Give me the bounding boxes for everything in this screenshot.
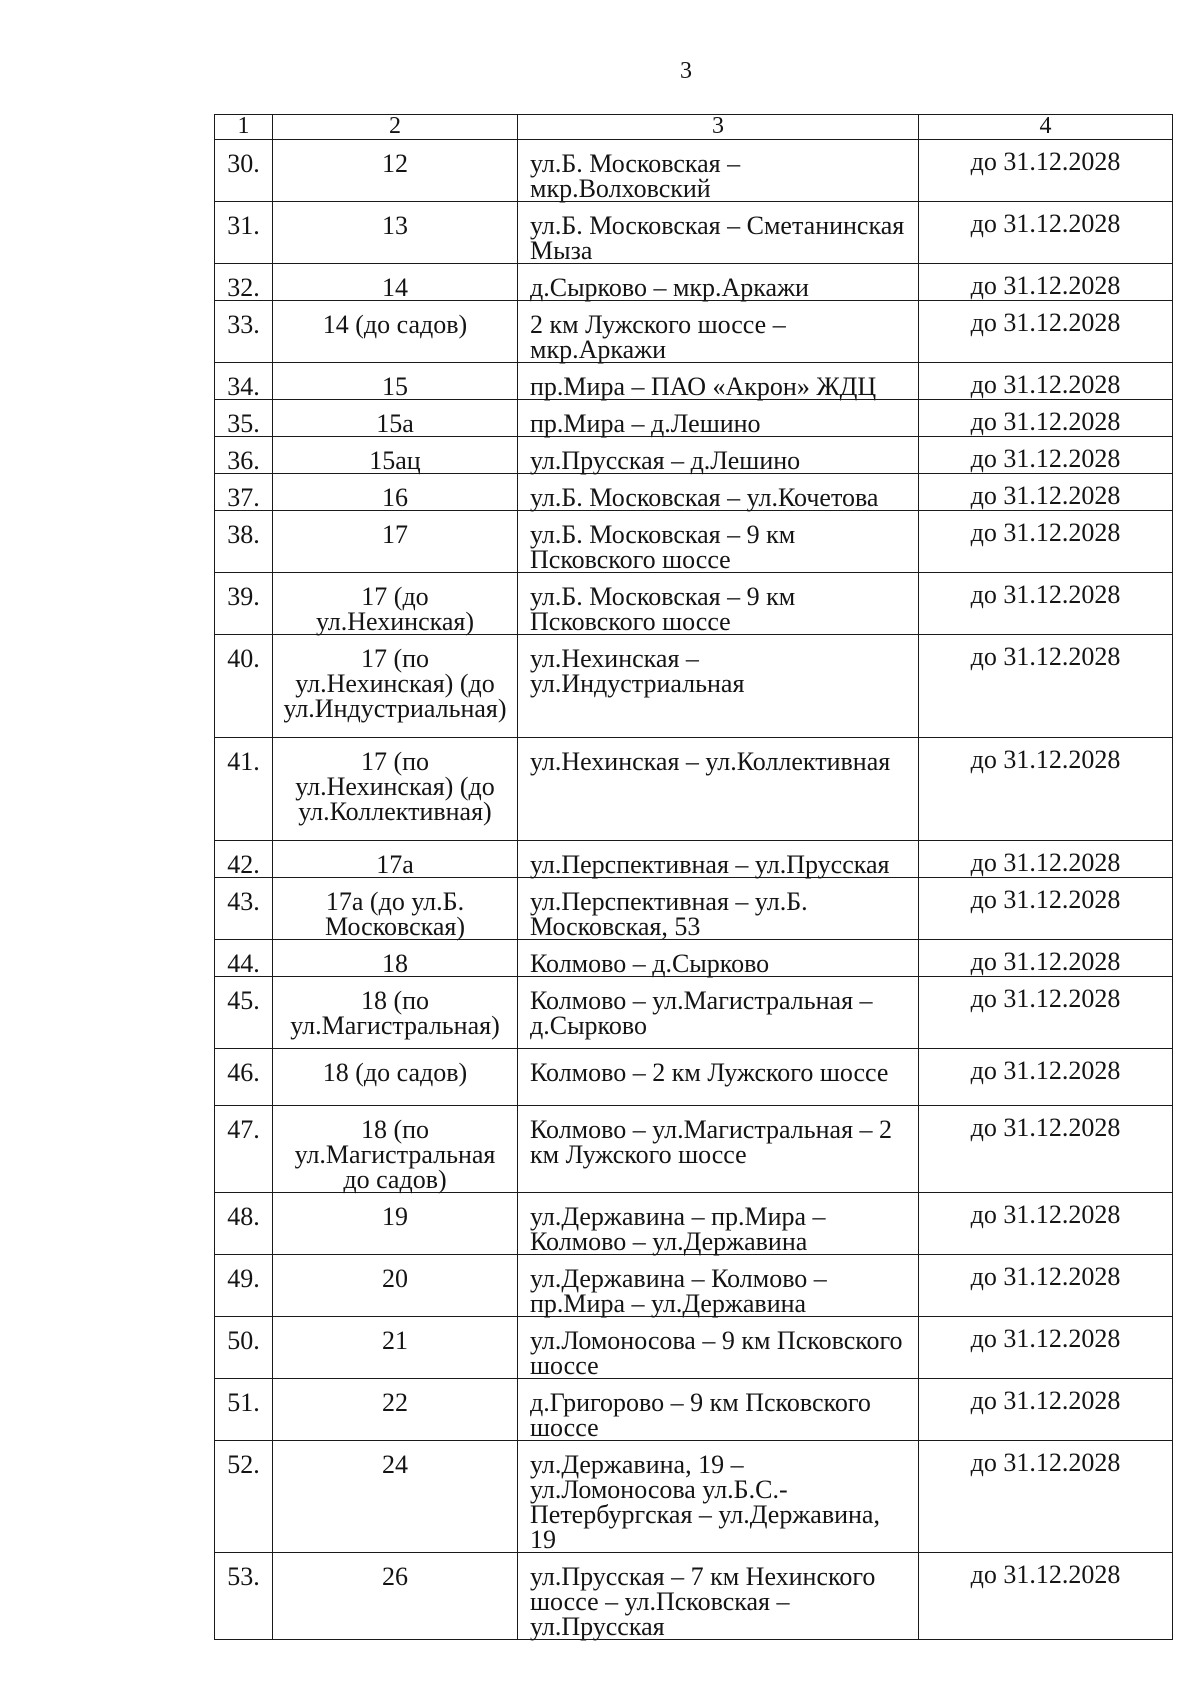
row-number-cell: 37. — [215, 474, 273, 511]
route-path-cell: ул.Державина, 19 – ул.Ломоносова ул.Б.С.-Петербургская – ул.Державина, 19 — [518, 1441, 919, 1553]
route-path-cell: ул.Б. Московская – мкр.Волховский — [518, 140, 919, 202]
row-number-cell: 51. — [215, 1379, 273, 1441]
column-header: 1 — [215, 115, 273, 140]
table-row — [215, 738, 1173, 841]
row-number-cell: 42. — [215, 841, 273, 878]
validity-term-cell: до 31.12.2028 — [919, 738, 1173, 841]
route-path-cell: ул.Нехинская – ул.Индустриальная — [518, 635, 919, 738]
row-number-cell: 32. — [215, 264, 273, 301]
row-number-cell: 41. — [215, 738, 273, 841]
validity-term-cell: до 31.12.2028 — [919, 878, 1173, 940]
table-row — [215, 264, 1173, 301]
route-path-cell: ул.Прусская – д.Лешино — [518, 437, 919, 474]
table-row — [215, 511, 1173, 573]
route-number-cell: 17а — [273, 841, 518, 878]
route-path-cell: ул.Державина – пр.Мира –Колмово – ул.Державина — [518, 1193, 919, 1255]
validity-term-cell: до 31.12.2028 — [919, 474, 1173, 511]
row-number-cell: 36. — [215, 437, 273, 474]
table-row — [215, 940, 1173, 977]
row-number-cell: 48. — [215, 1193, 273, 1255]
table-row — [215, 474, 1173, 511]
table-row — [215, 1317, 1173, 1379]
table-row — [215, 635, 1173, 738]
page-number: 3 — [680, 58, 692, 84]
table-row — [215, 202, 1173, 264]
route-path-cell: Колмово – 2 км Лужского шоссе — [518, 1049, 919, 1106]
row-number-cell: 38. — [215, 511, 273, 573]
row-number-cell: 39. — [215, 573, 273, 635]
table-row — [215, 573, 1173, 635]
route-number-cell: 16 — [273, 474, 518, 511]
route-number-cell: 17 (по ул.Нехинская) (до ул.Коллективная) — [273, 738, 518, 841]
validity-term-cell: до 31.12.2028 — [919, 1553, 1173, 1640]
row-number-cell: 53. — [215, 1553, 273, 1640]
route-number-cell: 19 — [273, 1193, 518, 1255]
validity-term-cell: до 31.12.2028 — [919, 1255, 1173, 1317]
row-number-cell: 47. — [215, 1106, 273, 1193]
table-row — [215, 1255, 1173, 1317]
route-path-cell: ул.Б. Московская – ул.Кочетова — [518, 474, 919, 511]
route-number-cell: 18 — [273, 940, 518, 977]
route-number-cell: 18 (до садов) — [273, 1049, 518, 1106]
route-path-cell: пр.Мира – ПАО «Акрон» ЖДЦ — [518, 363, 919, 400]
route-number-cell: 20 — [273, 1255, 518, 1317]
route-number-cell: 12 — [273, 140, 518, 202]
table-row — [215, 400, 1173, 437]
route-number-cell: 18 (по ул.Магистральная) — [273, 977, 518, 1049]
validity-term-cell: до 31.12.2028 — [919, 400, 1173, 437]
table-row — [215, 1106, 1173, 1193]
route-path-cell: ул.Б. Московская – 9 км Псковского шоссе — [518, 573, 919, 635]
row-number-cell: 45. — [215, 977, 273, 1049]
column-header: 3 — [518, 115, 919, 140]
route-number-cell: 17 — [273, 511, 518, 573]
validity-term-cell: до 31.12.2028 — [919, 635, 1173, 738]
validity-term-cell: до 31.12.2028 — [919, 1317, 1173, 1379]
table-row — [215, 1553, 1173, 1640]
route-number-cell: 17 (до ул.Нехинская) — [273, 573, 518, 635]
row-number-cell: 46. — [215, 1049, 273, 1106]
route-path-cell: ул.Б. Московская – Сметанинская Мыза — [518, 202, 919, 264]
route-number-cell: 24 — [273, 1441, 518, 1553]
row-number-cell: 31. — [215, 202, 273, 264]
route-path-cell: ул.Нехинская – ул.Коллективная — [518, 738, 919, 841]
row-number-cell: 49. — [215, 1255, 273, 1317]
validity-term-cell: до 31.12.2028 — [919, 264, 1173, 301]
validity-term-cell: до 31.12.2028 — [919, 573, 1173, 635]
route-number-cell: 22 — [273, 1379, 518, 1441]
table-row — [215, 1193, 1173, 1255]
row-number-cell: 43. — [215, 878, 273, 940]
table-row — [215, 140, 1173, 202]
route-path-cell: Колмово – д.Сырково — [518, 940, 919, 977]
table-row — [215, 1049, 1173, 1106]
route-path-cell: пр.Мира – д.Лешино — [518, 400, 919, 437]
row-number-cell: 34. — [215, 363, 273, 400]
route-number-cell: 26 — [273, 1553, 518, 1640]
table-row — [215, 1441, 1173, 1553]
route-path-cell: Колмово – ул.Магистральная – д.Сырково — [518, 977, 919, 1049]
validity-term-cell: до 31.12.2028 — [919, 363, 1173, 400]
table-row — [215, 977, 1173, 1049]
validity-term-cell: до 31.12.2028 — [919, 1049, 1173, 1106]
table-header-row — [215, 115, 1173, 140]
route-number-cell: 17а (до ул.Б. Московская) — [273, 878, 518, 940]
route-path-cell: ул.Перспективная – ул.Б. Московская, 53 — [518, 878, 919, 940]
table-row — [215, 363, 1173, 400]
row-number-cell: 35. — [215, 400, 273, 437]
row-number-cell: 50. — [215, 1317, 273, 1379]
route-number-cell: 15ац — [273, 437, 518, 474]
route-number-cell: 15 — [273, 363, 518, 400]
row-number-cell: 52. — [215, 1441, 273, 1553]
row-number-cell: 40. — [215, 635, 273, 738]
validity-term-cell: до 31.12.2028 — [919, 1193, 1173, 1255]
column-header: 4 — [919, 115, 1173, 140]
route-number-cell: 13 — [273, 202, 518, 264]
validity-term-cell: до 31.12.2028 — [919, 841, 1173, 878]
table-row — [215, 1379, 1173, 1441]
route-number-cell: 21 — [273, 1317, 518, 1379]
route-number-cell: 17 (по ул.Нехинская) (до ул.Индустриальная) — [273, 635, 518, 738]
validity-term-cell: до 31.12.2028 — [919, 511, 1173, 573]
validity-term-cell: до 31.12.2028 — [919, 202, 1173, 264]
route-path-cell: ул.Б. Московская – 9 км Псковского шоссе — [518, 511, 919, 573]
table-row — [215, 878, 1173, 940]
row-number-cell: 33. — [215, 301, 273, 363]
column-header: 2 — [273, 115, 518, 140]
validity-term-cell: до 31.12.2028 — [919, 940, 1173, 977]
table-row — [215, 841, 1173, 878]
validity-term-cell: до 31.12.2028 — [919, 1106, 1173, 1193]
table-row — [215, 437, 1173, 474]
route-path-cell: д.Григорово – 9 км Псковского шоссе — [518, 1379, 919, 1441]
row-number-cell: 30. — [215, 140, 273, 202]
validity-term-cell: до 31.12.2028 — [919, 140, 1173, 202]
validity-term-cell: до 31.12.2028 — [919, 437, 1173, 474]
route-number-cell: 14 — [273, 264, 518, 301]
validity-term-cell: до 31.12.2028 — [919, 301, 1173, 363]
table-row — [215, 301, 1173, 363]
route-number-cell: 14 (до садов) — [273, 301, 518, 363]
route-path-cell: Колмово – ул.Магистральная – 2 км Лужского шоссе — [518, 1106, 919, 1193]
route-path-cell: д.Сырково – мкр.Аркажи — [518, 264, 919, 301]
route-path-cell: ул.Прусская – 7 км Нехинского шоссе – ул.Псковская – ул.Прусская — [518, 1553, 919, 1640]
route-path-cell: ул.Державина – Колмово –пр.Мира – ул.Державина — [518, 1255, 919, 1317]
route-path-cell: ул.Ломоносова – 9 км Псковского шоссе — [518, 1317, 919, 1379]
routes-table — [214, 114, 1173, 1640]
route-path-cell: ул.Перспективная – ул.Прусская — [518, 841, 919, 878]
route-number-cell: 18 (по ул.Магистральная до садов) — [273, 1106, 518, 1193]
route-number-cell: 15а — [273, 400, 518, 437]
route-path-cell: 2 км Лужского шоссе – мкр.Аркажи — [518, 301, 919, 363]
validity-term-cell: до 31.12.2028 — [919, 1441, 1173, 1553]
validity-term-cell: до 31.12.2028 — [919, 1379, 1173, 1441]
validity-term-cell: до 31.12.2028 — [919, 977, 1173, 1049]
row-number-cell: 44. — [215, 940, 273, 977]
